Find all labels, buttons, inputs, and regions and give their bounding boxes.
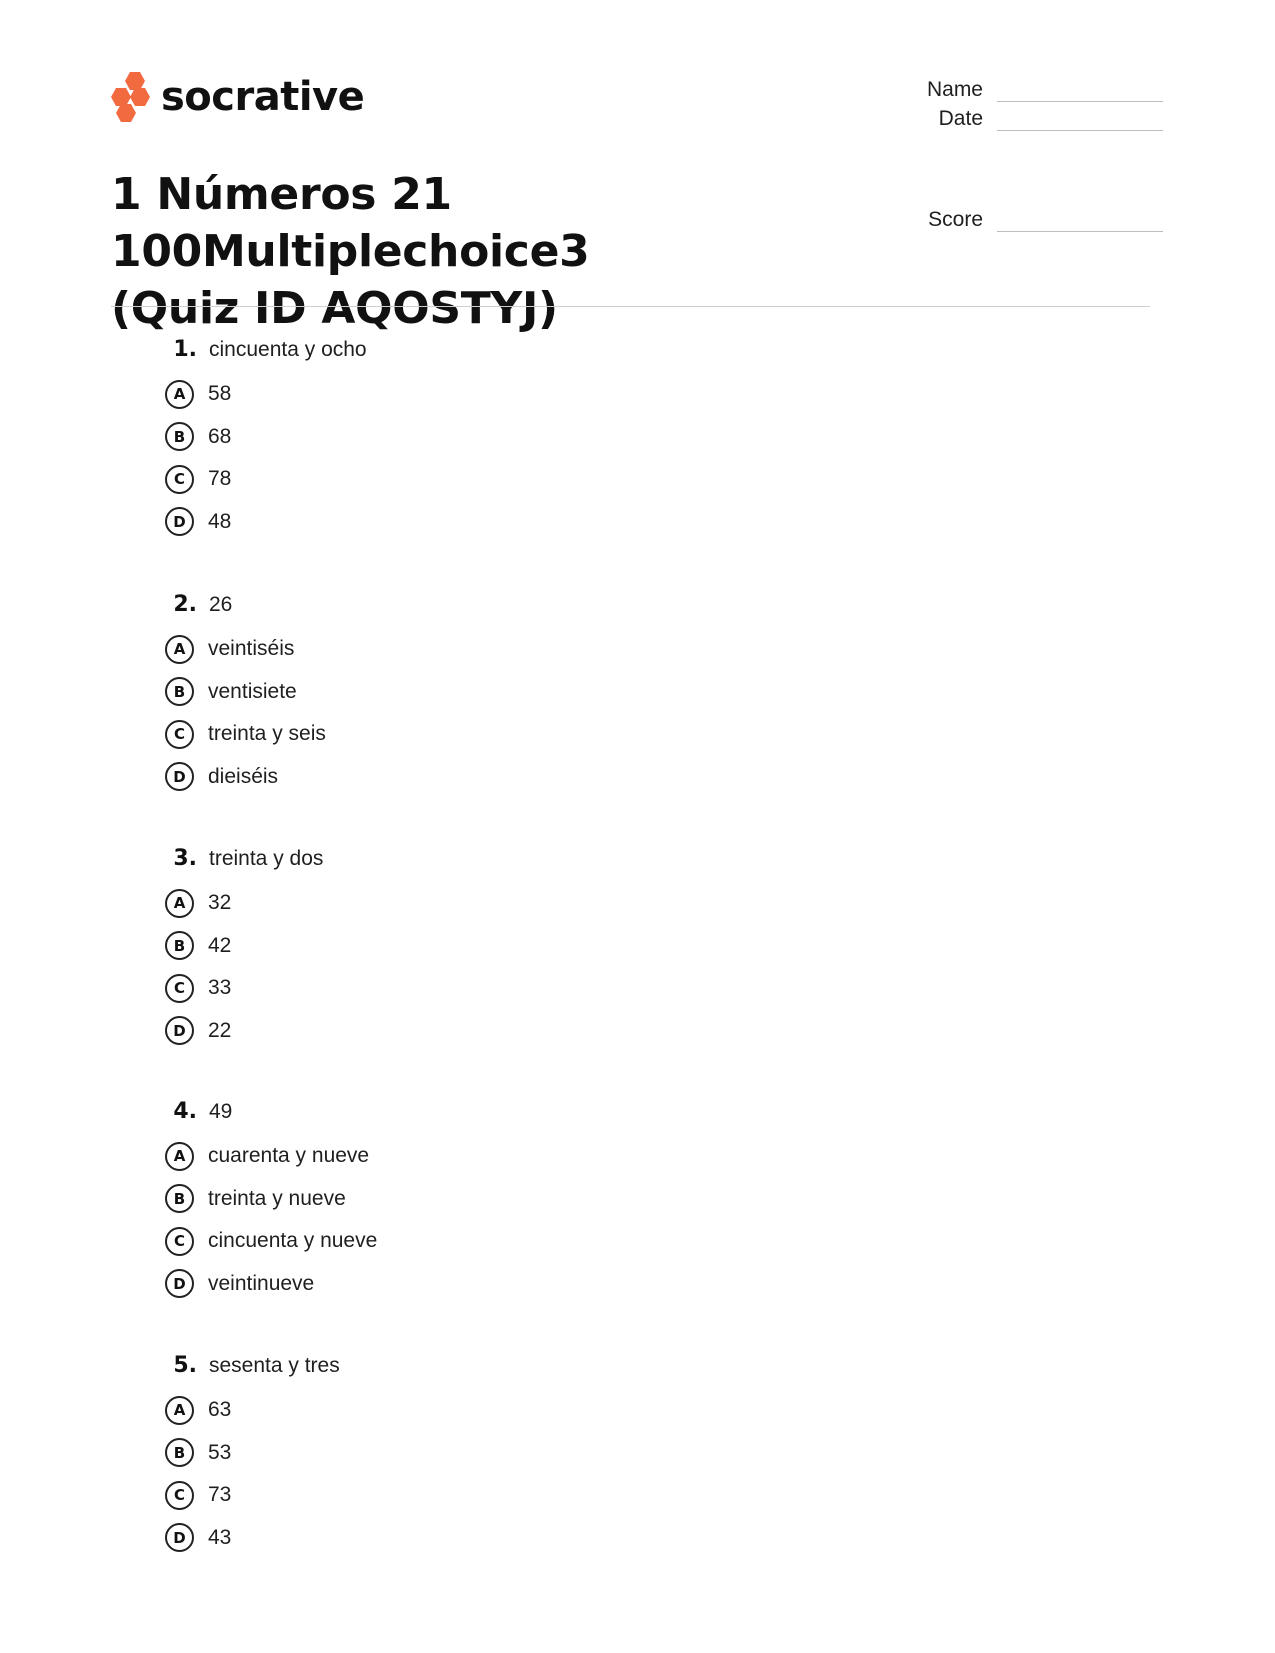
question-text: 49 bbox=[209, 1100, 233, 1123]
question-number: 1. bbox=[173, 337, 197, 362]
choice-text: 42 bbox=[208, 933, 232, 957]
question-5 bbox=[165, 1353, 865, 1559]
choice-a[interactable] bbox=[165, 1389, 865, 1432]
choice-b[interactable] bbox=[165, 925, 865, 968]
answer-bubble[interactable]: A bbox=[165, 889, 194, 918]
question-header bbox=[165, 846, 865, 882]
name-label: Name bbox=[926, 78, 983, 101]
quiz-title-line1: 1 Números 21 100Multiplechoice3 bbox=[111, 169, 590, 277]
choice-text: treinta y nueve bbox=[208, 1186, 346, 1210]
answer-bubble[interactable]: B bbox=[165, 422, 194, 451]
score-blank-line bbox=[997, 213, 1163, 232]
quiz-title bbox=[111, 166, 891, 337]
answer-bubble[interactable]: C bbox=[165, 974, 194, 1003]
answer-bubble[interactable]: D bbox=[165, 1016, 194, 1045]
choice-a[interactable] bbox=[165, 882, 865, 925]
answer-bubble[interactable]: C bbox=[165, 1481, 194, 1510]
question-4 bbox=[165, 1099, 865, 1305]
socrative-logo bbox=[111, 72, 364, 122]
question-text: cincuenta y ocho bbox=[209, 338, 367, 361]
choice-text: cincuenta y nueve bbox=[208, 1229, 378, 1253]
choice-text: veintinueve bbox=[208, 1271, 315, 1295]
answer-bubble[interactable]: B bbox=[165, 1184, 194, 1213]
answer-bubble[interactable]: C bbox=[165, 465, 194, 494]
choice-text: 48 bbox=[208, 509, 232, 533]
answer-bubble[interactable]: D bbox=[165, 1523, 194, 1552]
answer-bubble[interactable]: A bbox=[165, 1396, 194, 1425]
choice-text: 43 bbox=[208, 1525, 232, 1549]
date-label: Date bbox=[938, 107, 983, 130]
header-divider bbox=[111, 306, 1150, 307]
choice-b[interactable] bbox=[165, 416, 865, 459]
choice-text: cuarenta y nueve bbox=[208, 1144, 370, 1168]
question-header bbox=[165, 1353, 865, 1389]
brand-wordmark: socrative bbox=[161, 74, 365, 120]
choice-c[interactable] bbox=[165, 1474, 865, 1517]
choice-d[interactable] bbox=[165, 1010, 865, 1053]
question-number: 5. bbox=[173, 1353, 197, 1378]
question-header bbox=[165, 337, 865, 373]
hexagon-cluster-icon bbox=[111, 72, 151, 122]
choice-a[interactable] bbox=[165, 1135, 865, 1178]
choice-text: ventisiete bbox=[208, 679, 297, 703]
answer-bubble[interactable]: D bbox=[165, 1269, 194, 1298]
choice-d[interactable] bbox=[165, 756, 865, 799]
choice-text: 32 bbox=[208, 891, 232, 915]
choice-c[interactable] bbox=[165, 967, 865, 1010]
choice-d[interactable] bbox=[165, 501, 865, 544]
answer-bubble[interactable]: C bbox=[165, 1227, 194, 1256]
question-2 bbox=[165, 592, 865, 798]
question-3 bbox=[165, 846, 865, 1052]
quiz-title-line2: (Quiz ID AQOSTYJ) bbox=[111, 283, 558, 334]
answer-bubble[interactable]: B bbox=[165, 931, 194, 960]
choice-c[interactable] bbox=[165, 1220, 865, 1263]
answer-bubble[interactable]: D bbox=[165, 507, 194, 536]
answer-bubble[interactable]: A bbox=[165, 635, 194, 664]
question-text: treinta y dos bbox=[209, 847, 324, 870]
question-number: 2. bbox=[173, 592, 197, 617]
choice-c[interactable] bbox=[165, 458, 865, 501]
question-text: sesenta y tres bbox=[209, 1354, 340, 1377]
choice-b[interactable] bbox=[165, 1178, 865, 1221]
choice-text: 68 bbox=[208, 424, 232, 448]
question-text: 26 bbox=[209, 593, 233, 616]
choice-a[interactable] bbox=[165, 373, 865, 416]
score-field bbox=[893, 208, 1163, 232]
answer-bubble[interactable]: D bbox=[165, 762, 194, 791]
choice-a[interactable] bbox=[165, 628, 865, 671]
choice-text: veintiséis bbox=[208, 637, 295, 661]
question-number: 4. bbox=[173, 1099, 197, 1124]
choice-text: dieiséis bbox=[208, 764, 279, 788]
choice-text: 58 bbox=[208, 382, 232, 406]
answer-bubble[interactable]: B bbox=[165, 1438, 194, 1467]
choice-text: 73 bbox=[208, 1483, 232, 1507]
choice-text: 78 bbox=[208, 467, 232, 491]
question-1 bbox=[165, 337, 865, 543]
choice-d[interactable] bbox=[165, 1517, 865, 1560]
choice-d[interactable] bbox=[165, 1263, 865, 1306]
question-number: 3. bbox=[173, 846, 197, 871]
question-header bbox=[165, 1099, 865, 1135]
answer-bubble[interactable]: A bbox=[165, 380, 194, 409]
question-header bbox=[165, 592, 865, 628]
choice-b[interactable] bbox=[165, 1432, 865, 1475]
choice-text: 63 bbox=[208, 1398, 232, 1422]
name-blank-line bbox=[997, 83, 1163, 102]
date-blank-line bbox=[997, 112, 1163, 131]
choice-text: 22 bbox=[208, 1018, 232, 1042]
choice-c[interactable] bbox=[165, 713, 865, 756]
answer-bubble[interactable]: C bbox=[165, 720, 194, 749]
score-label: Score bbox=[928, 208, 983, 231]
name-field bbox=[893, 78, 1163, 102]
choice-b[interactable] bbox=[165, 671, 865, 714]
date-field bbox=[893, 107, 1163, 131]
answer-bubble[interactable]: B bbox=[165, 677, 194, 706]
answer-bubble[interactable]: A bbox=[165, 1142, 194, 1171]
choice-text: 53 bbox=[208, 1440, 232, 1464]
choice-text: 33 bbox=[208, 976, 232, 1000]
choice-text: treinta y seis bbox=[208, 722, 326, 746]
